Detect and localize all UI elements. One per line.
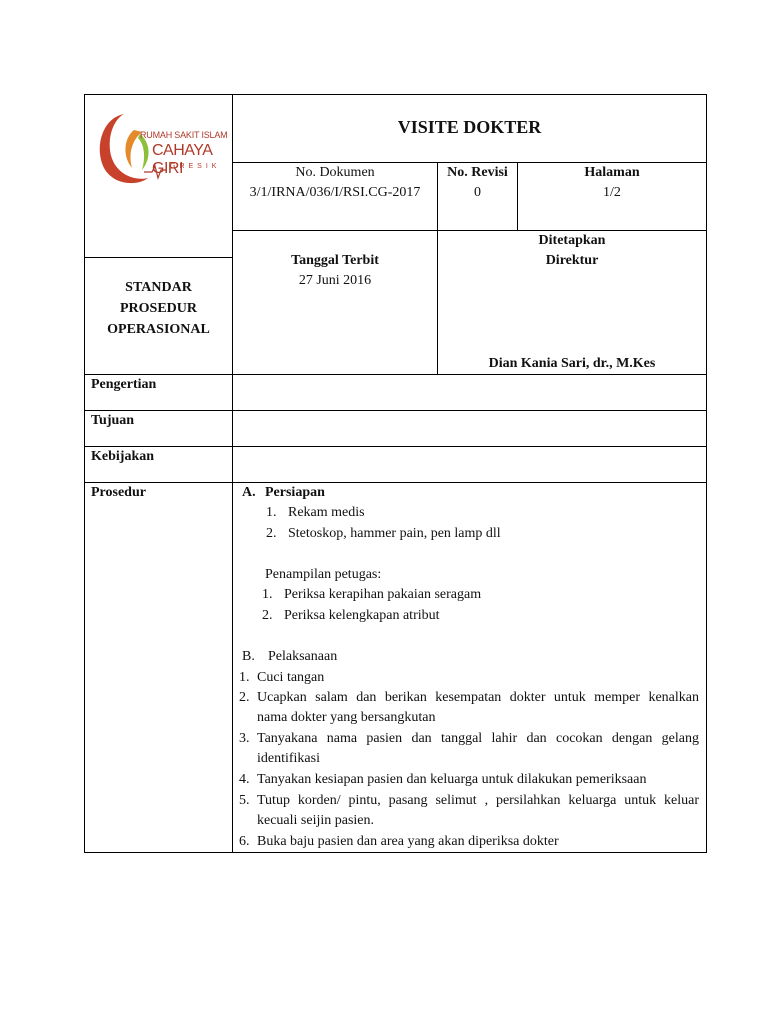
ditetapkan-label: Ditetapkan <box>538 233 606 248</box>
sop-label-line3: OPERASIONAL <box>107 322 210 337</box>
pelaksanaan-item-text: Buka baju pasien dan area yang akan diperiksa dokter <box>257 834 559 849</box>
row-label-pengertian: Pengertian <box>91 377 157 392</box>
pelaksanaan-item-number: 6. <box>239 834 250 849</box>
pelaksanaan-item-text-continued: kecuali seijin pasien. <box>257 813 375 828</box>
tanggal-terbit-label: Tanggal Terbit <box>291 253 379 268</box>
penampilan-item-text: Periksa kelengkapan atribut <box>284 608 440 623</box>
section-a-title: Persiapan <box>265 485 325 500</box>
pelaksanaan-item-number: 2. <box>239 690 250 705</box>
pelaksanaan-item-number: 4. <box>239 772 250 787</box>
pelaksanaan-item-number: 5. <box>239 793 250 808</box>
pelaksanaan-item-text: Ucapkan salam dan berikan kesempatan dokter untuk memper kenalkan <box>257 690 699 705</box>
persiapan-item-text: Rekam medis <box>288 505 365 520</box>
penampilan-title: Penampilan petugas: <box>265 567 382 582</box>
logo-text-line1: RUMAH SAKIT ISLAM <box>140 130 228 140</box>
pelaksanaan-item-text: Tanyakana nama pasien dan tanggal lahir dan cocokan dengan gelang <box>257 731 699 746</box>
title-row-divider <box>232 162 707 163</box>
table-border-left <box>84 94 85 853</box>
pelaksanaan-item-text: Tutup korden/ pintu, pasang selimut , persilahkan keluarga untuk keluar <box>257 793 699 808</box>
pengertian-row-divider <box>84 410 707 411</box>
sop-label-line1: STANDAR <box>125 280 192 295</box>
sop-label-line2: PROSEDUR <box>119 301 197 316</box>
row-label-tujuan: Tujuan <box>91 413 135 428</box>
pelaksanaan-item-text: Cuci tangan <box>257 670 325 685</box>
table-border-top <box>84 94 707 95</box>
persiapan-item-text: Stetoskop, hammer pain, pen lamp dll <box>288 526 501 541</box>
halaman-label: Halaman <box>584 165 640 180</box>
direktur-label: Direktur <box>545 253 599 268</box>
pelaksanaan-item-number: 3. <box>239 731 250 746</box>
table-column-divider <box>232 94 233 853</box>
pelaksanaan-item-text: Tanyakan kesiapan pasien dan keluarga untuk dilakukan pemeriksaan <box>257 772 647 787</box>
direktur-name: Dian Kania Sari, dr., M.Kes <box>488 356 656 371</box>
section-a-marker: A. <box>242 485 256 500</box>
row-label-kebijakan: Kebijakan <box>91 449 155 464</box>
persiapan-item-number: 1. <box>266 505 277 520</box>
persiapan-item-number: 2. <box>266 526 277 541</box>
row-label-prosedur: Prosedur <box>91 485 146 500</box>
tanggal-terbit-value: 27 Juni 2016 <box>298 273 372 288</box>
header-bottom-divider <box>84 374 707 375</box>
section-b-title: Pelaksanaan <box>268 649 338 664</box>
document-row-divider <box>232 230 707 231</box>
pelaksanaan-item-number: 1. <box>239 670 250 685</box>
halaman-value: 1/2 <box>603 185 621 200</box>
penampilan-item-number: 1. <box>262 587 273 602</box>
no-revisi-label: No. Revisi <box>447 165 508 180</box>
no-dokumen-label: No. Dokumen <box>295 165 375 180</box>
hospital-logo <box>94 108 228 190</box>
logo-text-line3: GRESIK <box>170 163 221 170</box>
document-title: VISITE DOKTER <box>397 117 542 137</box>
no-dokumen-value: 3/1/IRNA/036/I/RSI.CG-2017 <box>249 185 421 200</box>
penampilan-item-number: 2. <box>262 608 273 623</box>
no-revisi-value: 0 <box>474 185 481 200</box>
pelaksanaan-item-text-continued: identifikasi <box>257 751 320 766</box>
logo-cell-divider <box>84 257 233 258</box>
table-border-bottom <box>84 852 707 853</box>
pelaksanaan-item-text-continued: nama dokter yang bersangkutan <box>257 710 436 725</box>
kebijakan-row-divider <box>84 482 707 483</box>
section-b-marker: B. <box>242 649 255 664</box>
logo-text-line2: CAHAYA GIRI <box>152 142 212 177</box>
table-border-right <box>706 94 707 853</box>
tujuan-row-divider <box>84 446 707 447</box>
penampilan-item-text: Periksa kerapihan pakaian seragam <box>284 587 482 602</box>
